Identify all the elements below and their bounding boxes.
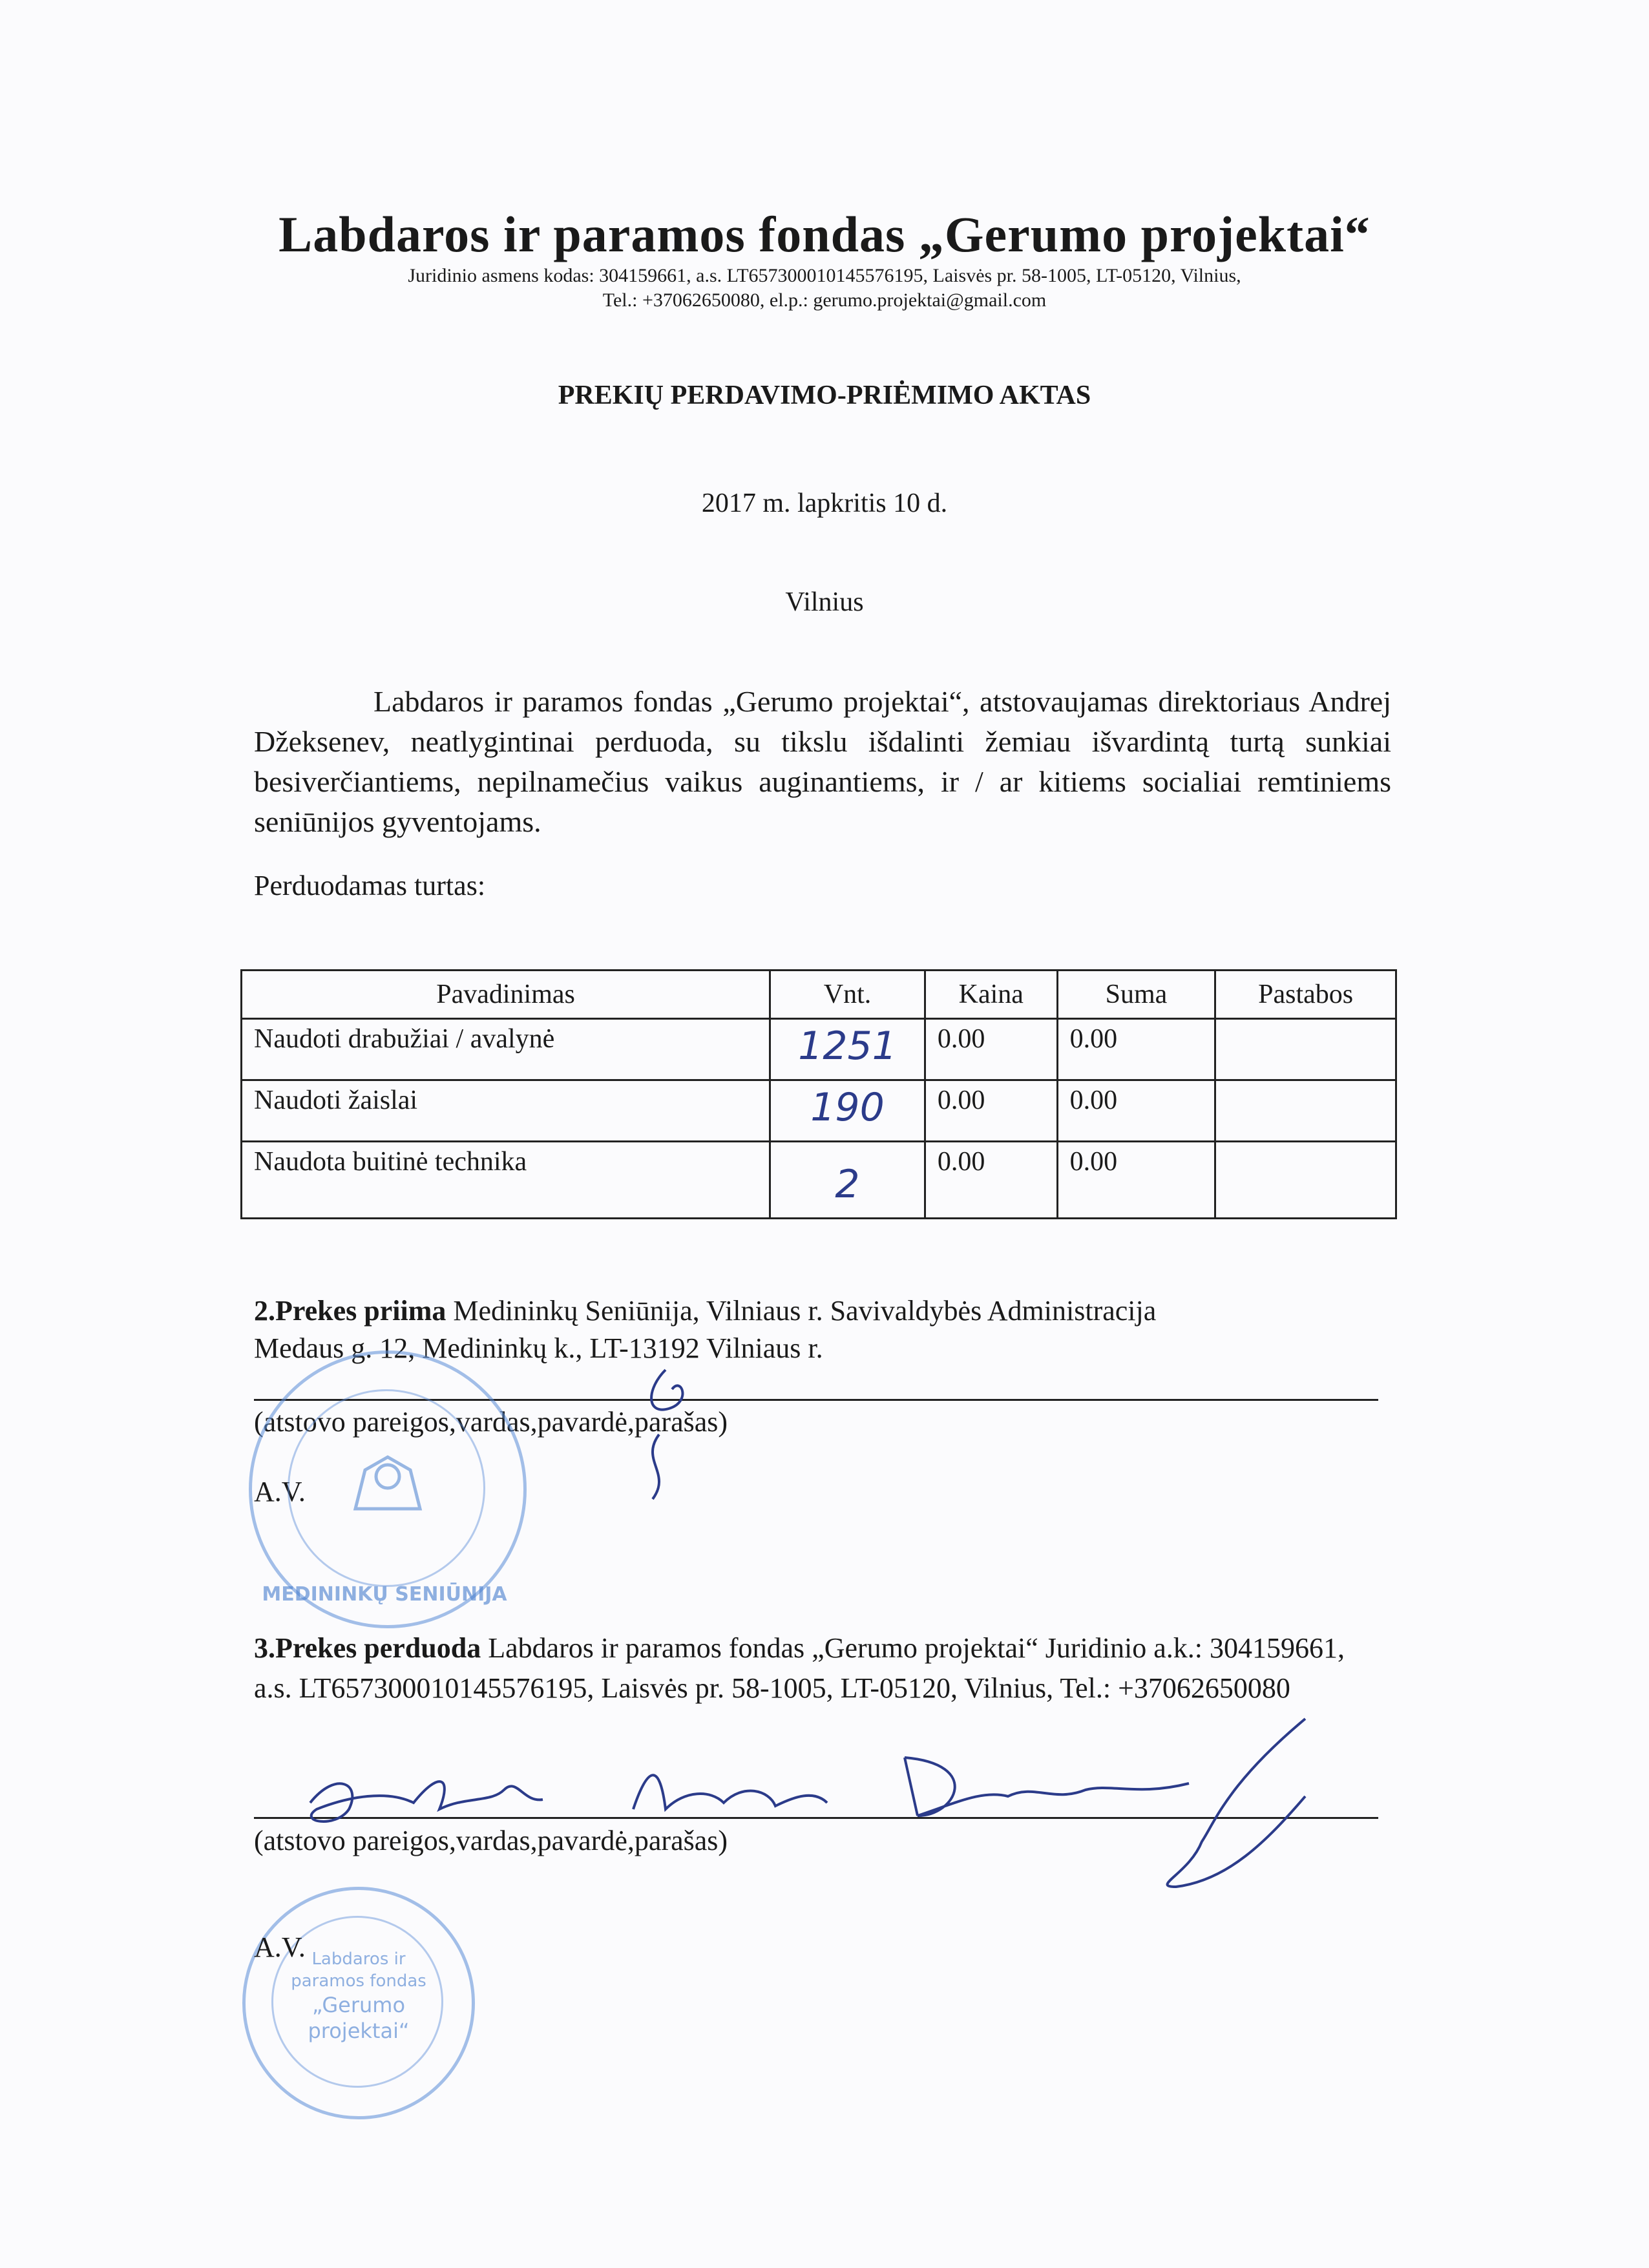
col-header-sum: Suma bbox=[1057, 971, 1215, 1019]
giver-stamp-line3: „Gerumo bbox=[311, 1993, 406, 2017]
table-header-row bbox=[242, 971, 1396, 1019]
giver-stamp-line4: projektai“ bbox=[308, 2019, 410, 2043]
item-price: 0.00 bbox=[925, 1080, 1057, 1142]
item-price: 0.00 bbox=[925, 1019, 1057, 1080]
giver-caption: (atstovo pareigos,vardas,pavardė,parašas) bbox=[254, 1825, 728, 1856]
item-qty-handwritten: 2 bbox=[770, 1142, 925, 1219]
item-qty-handwritten: 1251 bbox=[770, 1019, 925, 1080]
table-row bbox=[242, 1019, 1396, 1080]
giver-stamp-line1: Labdaros ir bbox=[311, 1949, 406, 1969]
receiver-address: Medaus g. 12, Medininkų k., LT-13192 Vilniaus r. bbox=[254, 1332, 823, 1364]
receiver-section bbox=[254, 1292, 1385, 1330]
item-price: 0.00 bbox=[925, 1142, 1057, 1219]
giver-stamp-line2: paramos fondas bbox=[291, 1971, 426, 1991]
giver-label: 3.Prekes perduoda bbox=[254, 1632, 481, 1664]
giver-av-label: A.V. bbox=[254, 1931, 306, 1963]
assets-label: Perduodamas turtas: bbox=[254, 870, 486, 901]
receiver-caption: (atstovo pareigos,vardas,pavardė,parašas) bbox=[254, 1406, 728, 1438]
item-qty-handwritten: 190 bbox=[770, 1080, 925, 1142]
item-note bbox=[1215, 1142, 1396, 1219]
item-sum: 0.00 bbox=[1057, 1080, 1215, 1142]
item-sum: 0.00 bbox=[1057, 1142, 1215, 1219]
giver-signature bbox=[258, 1693, 1486, 1913]
organization-details-line2: Tel.: +37062650080, el.p.: gerumo.projektai@gmail.com bbox=[602, 289, 1047, 311]
table-row bbox=[242, 1142, 1396, 1219]
knight-emblem-icon bbox=[342, 1431, 433, 1522]
receiver-av-label: A.V. bbox=[254, 1476, 306, 1507]
col-header-price: Kaina bbox=[925, 971, 1057, 1019]
receiver-text: Medininkų Seniūnija, Vilniaus r. Savivaldybės Administracija bbox=[446, 1295, 1157, 1327]
organization-title: Labdaros ir paramos fondas „Gerumo projektai“ bbox=[278, 206, 1371, 262]
item-name: Naudoti drabužiai / avalynė bbox=[242, 1019, 770, 1080]
item-note bbox=[1215, 1080, 1396, 1142]
document-city: Vilnius bbox=[785, 587, 864, 617]
item-note bbox=[1215, 1019, 1396, 1080]
document-date: 2017 m. lapkritis 10 d. bbox=[701, 488, 948, 518]
receiver-label: 2.Prekes priima bbox=[254, 1295, 446, 1327]
col-header-notes: Pastabos bbox=[1215, 971, 1396, 1019]
receiver-stamp bbox=[249, 1350, 527, 1628]
receiver-stamp-text: MEDININKŲ SENIŪNIJA bbox=[262, 1583, 507, 1606]
intro-paragraph: Labdaros ir paramos fondas „Gerumo projektai“, atstovaujamas direktoriaus Andrej Džeksenev, neatlygintinai perduoda, su tikslu išdalinti žemiau išvardintą turtą sunkiai besiverčiantiems, nepilnamečius vaikus auginantiems, ir / ar kitiems socialiai remtiniems seniūnijos gyventojams. bbox=[254, 685, 1391, 838]
col-header-name: Pavadinimas bbox=[242, 971, 770, 1019]
col-header-qty: Vnt. bbox=[770, 971, 925, 1019]
item-name: Naudoti žaislai bbox=[242, 1080, 770, 1142]
organization-details-line1: Juridinio asmens kodas: 304159661, a.s. LT657300010145576195, Laisvės pr. 58-1005, LT-05120, Vilnius, bbox=[408, 265, 1241, 286]
document-title: PREKIŲ PERDAVIMO-PRIĖMIMO AKTAS bbox=[558, 381, 1091, 410]
receiver-signature bbox=[620, 1363, 717, 1506]
item-name: Naudota buitinė technika bbox=[242, 1142, 770, 1219]
giver-text: Labdaros ir paramos fondas „Gerumo projektai“ Juridinio a.k.: 304159661, a.s. LT657300010145576195, Laisvės pr. 58-1005, LT-05120, Vilnius, Tel.: +37062650080 bbox=[254, 1632, 1345, 1704]
table-row bbox=[242, 1080, 1396, 1142]
giver-stamp bbox=[242, 1887, 475, 2119]
item-sum: 0.00 bbox=[1057, 1019, 1215, 1080]
assets-table bbox=[240, 969, 1397, 1219]
